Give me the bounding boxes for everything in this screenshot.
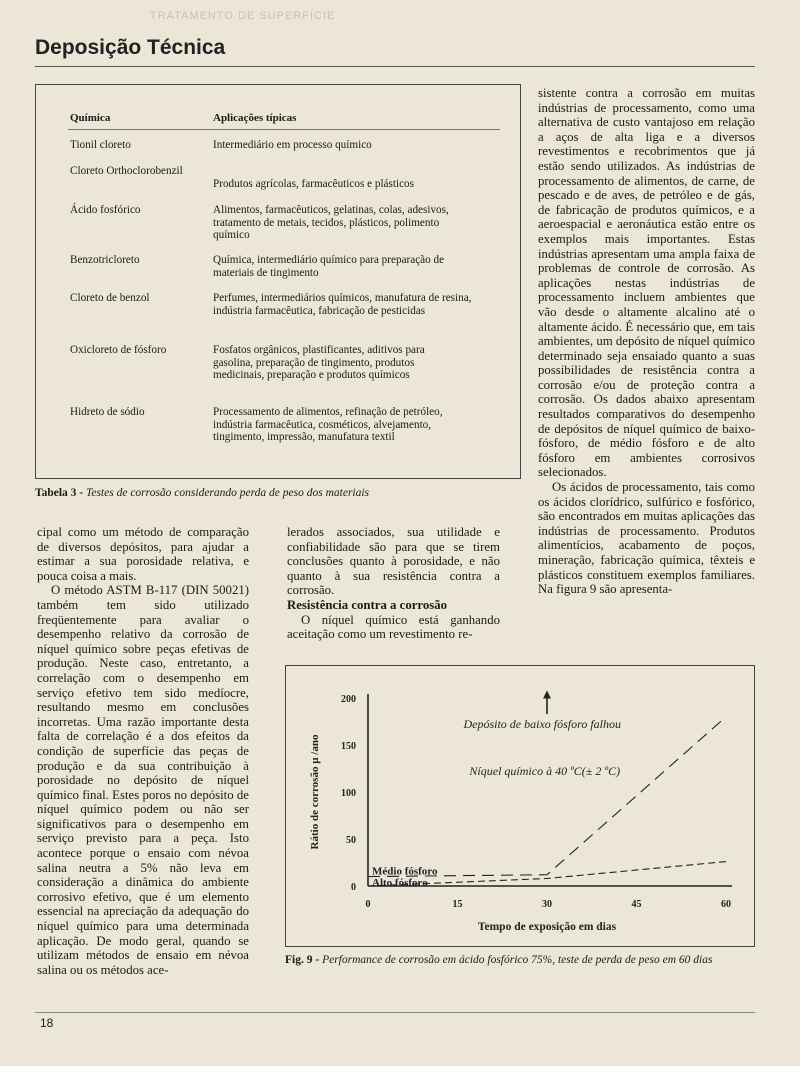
y-tick-label: 100	[341, 788, 356, 799]
table-cell-chemical: Benzotricloreto	[70, 254, 140, 266]
table-cell-applications: Fosfatos orgânicos, plastificantes, aditivos para gasolina, preparação de tingimento, produtos medicinais, preparação e produtos químicos	[213, 344, 425, 381]
table-cell-applications: Processamento de alimentos, refinação de petróleo, indústria farmacêutica, cosméticos, alvejamento, tingimento, impressão, manufatura textil	[213, 406, 443, 443]
paragraph: O método ASTM B-117 (DIN 50021) também tem sido utilizado freqüentemente para avaliar o desempenho relativo da corrosão de níquel químico sobre peças efetivas de produção. Neste caso, entretanto, a correlação com o desempenho em serviço efetivo tem sido medíocre, resultando mesmo em conclusões incorretas. Uma razão importante desta falta de correlação é a dos efeitos da condição de superfície das peças de produção e da sua contribuição à porosidade no depósito de níquel químico final. Estes poros no depósito de níquel químico podem ou não ser significativos para o desempenho em serviço previsto para a peça. Isto acontece porque o ensaio com névoa salina neutra a 5% não leva em consideração a dinâmica do ambiente corrosivo efetivo, que é um elemento essencial na apreciação da adequação do níquel químico para uma determinada aplicação. De modo geral, quando se utilizam métodos de ensaio em névoa salina ou os métodos ace-	[37, 583, 249, 977]
table-cell-chemical: Cloreto Orthoclorobenzil	[70, 165, 183, 177]
paragraph: sistente contra a corrosão em muitas indústrias de processamento, como uma alternativa de custo vantajoso em relação a aços de alta liga e a diversos revestimentos e recobrimentos que já estão sendo utilizados. As indústrias de processamento de alimentos, de carne, de pescado e de aves, de petróleo e de gás, de fabricação de produtos químicos, e a aeroespacial e aeronáutica estão entre os exemplos mais importantes. Estas indústrias apresentam uma ampla faixa de problemas de controle de corrosão. As aplicações nestas indústrias de processamento incluem ambientes que vão desde o altamente alcalino até o altamente ácido. É necessário que, em tais ambientes, um depósito de níquel químico determinado seja ensaiado quanto a suas possibilidades de resistência contra a corrosão e/ou de proteção contra a corrosão. Os dados abaixo apresentam resultados comparativos do desempenho de depósitos de níquel químico de baixo-fósforo, de médio fósforo e de alto fósforo em ambientes corrosivos selecionados.	[538, 86, 755, 480]
figure-caption-text: Performance de corrosão em ácido fosfórico 75%, teste de perda de peso em 60 dias	[322, 954, 713, 966]
table-caption-text: Testes de corrosão considerando perda de peso dos materiais	[86, 487, 370, 499]
y-axis-title: Rátio de corrosão µ /ano	[309, 734, 321, 850]
failure-arrow-head	[543, 690, 551, 698]
text-column-3	[538, 86, 755, 597]
table-cell-applications: Perfumes, intermediários químicos, manufatura de resina, indústria farmacêutica, fabricação de pesticidas	[213, 292, 472, 317]
table-cell-chemical: Tionil cloreto	[70, 139, 131, 151]
series-label: Médio fósforo	[372, 865, 438, 878]
table-caption-label: Tabela 3 -	[35, 487, 84, 499]
table-cell-chemical: Cloreto de benzol	[70, 292, 150, 304]
x-tick-label: 0	[365, 899, 371, 910]
table-header-applications: Aplicações típicas	[213, 112, 297, 124]
figure-caption	[285, 954, 755, 967]
table-caption	[35, 487, 369, 499]
table-cell-applications: Química, intermediário químico para preparação de materiais de tingimento	[213, 254, 445, 279]
paragraph: O níquel químico está ganhando aceitação como um revestimento re-	[287, 612, 500, 642]
paragraph: cipal como um método de comparação de diversos depósitos, para ajudar a estimar a sua porosidade relativa, e pouca coisa a mais.	[37, 525, 249, 583]
table-header-chemical: Química	[70, 112, 111, 124]
table-cell-chemical: Hidreto de sódio	[70, 406, 145, 418]
y-tick-label: 50	[346, 835, 356, 846]
footer-rule	[35, 1012, 755, 1013]
header-rule	[35, 66, 755, 67]
table-cell-chemical: Oxicloreto de fósforo	[70, 344, 167, 356]
table-cell-chemical: Ácido fosfórico	[70, 204, 141, 216]
figure-caption-label: Fig. 9 -	[285, 954, 320, 966]
table-cell-applications: Alimentos, farmacêuticos, gelatinas, colas, adesivos, tratamento de metais, tecidos, plásticos, polimento químico	[213, 204, 449, 241]
chart-annotation: Depósito de baixo fósforo falhou	[463, 717, 622, 732]
y-tick-label: 0	[351, 882, 356, 893]
subheading: Resistência contra a corrosão	[287, 597, 448, 612]
table-cell-applications: Produtos agrícolas, farmacêuticos e plásticos	[213, 178, 415, 190]
running-header-ghost: TRATAMENTO DE SUPERFÍCIE	[150, 10, 336, 22]
section-title: Deposição Técnica	[35, 36, 226, 59]
paragraph: lerados associados, sua utilidade e confiabilidade são para que se tirem conclusões quanto à porosidade, e não quanto à sua resistência contra a corrosão.	[287, 525, 500, 598]
paragraph: Os ácidos de processamento, tais como os ácidos clorídrico, sulfúrico e fosfórico, são encontrados em muitas aplicações das indústrias de processamento. Produtos alimentícios, acabamento de poços, mineração, fabricação química, têxteis e plásticos constituem exemplos familiares. Na figura 9 são apresenta-	[538, 480, 755, 597]
text-column-1	[37, 525, 249, 977]
x-tick-label: 15	[452, 899, 463, 910]
corrosion-chart	[286, 666, 754, 946]
y-tick-label: 150	[341, 741, 356, 752]
table-header-rule	[68, 129, 500, 130]
chart-annotation: Níquel químico à 40 ºC(± 2 ºC)	[469, 764, 621, 779]
x-tick-label: 60	[721, 899, 731, 910]
series-line	[368, 717, 726, 877]
page-number: 18	[40, 1016, 54, 1030]
x-axis-title: Tempo de exposição em dias	[477, 921, 617, 933]
table-cell-applications: Intermediário em processo químico	[213, 139, 372, 151]
x-tick-label: 30	[542, 899, 552, 910]
series-label: Alto fósforo	[372, 877, 428, 889]
text-column-2	[287, 525, 500, 642]
x-tick-label: 45	[631, 899, 642, 910]
y-tick-label: 200	[341, 694, 356, 705]
